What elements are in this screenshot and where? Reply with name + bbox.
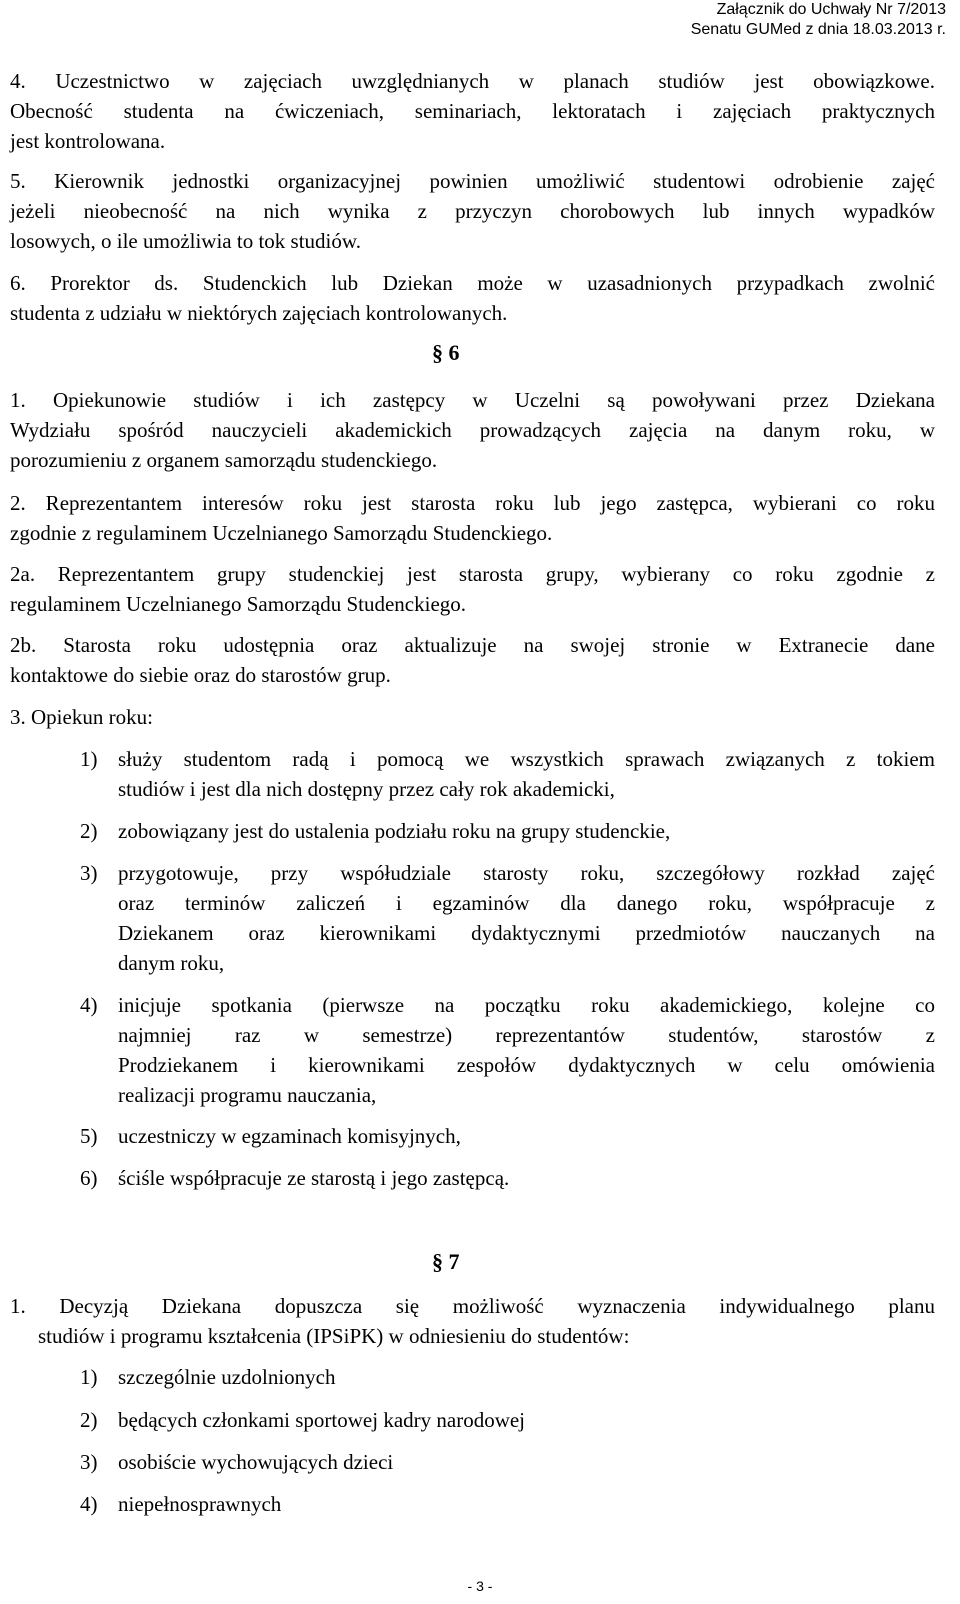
paragraph-line: 2. Reprezentantem interesów roku jest starosta roku lub jego zastępca, wybierani co roku bbox=[10, 491, 935, 515]
paragraph-line: losowych, o ile umożliwia to tok studiów. bbox=[10, 229, 361, 253]
paragraph-4 bbox=[10, 66, 935, 156]
list-item bbox=[118, 990, 935, 1110]
paragraph-line: 1. Opiekunowie studiów i ich zastępcy w Uczelni są powoływani przez Dziekana bbox=[10, 388, 935, 412]
paragraph-line: 1. Decyzją Dziekana dopuszcza się możliwość wyznaczenia indywidualnego planu bbox=[10, 1294, 935, 1318]
paragraph-line: studiów i programu kształcenia (IPSiPK) w odniesieniu do studentów: bbox=[38, 1324, 630, 1348]
paragraph-line: jest kontrolowana. bbox=[10, 129, 166, 153]
paragraph-line: zgodnie z regulaminem Uczelnianego Samorządu Studenckiego. bbox=[10, 521, 553, 545]
paragraph-line: jeżeli nieobecność na nich wynika z przyczyn chorobowych lub innych wypadków bbox=[10, 199, 935, 223]
list-item-line: Prodziekanem i kierownikami zespołów dydaktycznych w celu omówienia bbox=[118, 1053, 935, 1077]
paragraph-line: regulaminem Uczelnianego Samorządu Studenckiego. bbox=[10, 592, 467, 616]
header-attachment-line: Załącznik do Uchwały Nr 7/2013 bbox=[716, 1, 946, 18]
paragraph-line: 3. Opiekun roku: bbox=[10, 705, 153, 729]
section-6-paragraph-1 bbox=[10, 385, 935, 475]
paragraph-line: kontaktowe do siebie oraz do starostów grup. bbox=[10, 663, 391, 687]
paragraph-6 bbox=[10, 268, 935, 328]
list-item-line: danym roku, bbox=[118, 951, 225, 975]
list-item: niepełnosprawnych bbox=[118, 1492, 282, 1516]
list-item-number: 2) bbox=[80, 819, 98, 843]
section-6-paragraph-2b bbox=[10, 630, 935, 690]
list-item-number: 2) bbox=[80, 1408, 98, 1432]
page-number: - 3 - bbox=[467, 1578, 493, 1594]
list-item-line: ściśle współpracuje ze starostą i jego zastępcą. bbox=[118, 1166, 510, 1190]
list-item-line: przygotowuje, przy współudziale starosty roku, szczegółowy rozkład zajęć bbox=[118, 861, 935, 885]
header-senate-line: Senatu GUMed z dnia 18.03.2013 r. bbox=[690, 21, 946, 38]
paragraph-line: 2a. Reprezentantem grupy studenckiej jest starosta grupy, wybierany co roku zgodnie z bbox=[10, 562, 935, 586]
section-6-paragraph-3 bbox=[10, 702, 935, 732]
document-header bbox=[691, 0, 946, 40]
list-item bbox=[118, 1163, 935, 1193]
list-item-line: służy studentom radą i pomocą we wszystkich sprawach związanych z tokiem bbox=[118, 747, 935, 771]
section-6-paragraph-2 bbox=[10, 488, 935, 548]
section-7-heading: § 7 bbox=[432, 1249, 460, 1274]
list-item-number: 3) bbox=[80, 1450, 98, 1474]
list-item-line: inicjuje spotkania (pierwsze na początku roku akademickiego, kolejne co bbox=[118, 993, 935, 1017]
paragraph-line: 2b. Starosta roku udostępnia oraz aktualizuje na swojej stronie w Extranecie dane bbox=[10, 633, 935, 657]
paragraph-line: 4. Uczestnictwo w zajęciach uwzględnianych w planach studiów jest obowiązkowe. bbox=[10, 69, 935, 93]
paragraph-line: porozumieniu z organem samorządu studenckiego. bbox=[10, 448, 438, 472]
list-item-number: 4) bbox=[80, 993, 98, 1017]
section-6-paragraph-2a bbox=[10, 559, 935, 619]
list-item-number: 1) bbox=[80, 747, 98, 771]
list-item-line: studiów i jest dla nich dostępny przez cały rok akademicki, bbox=[118, 777, 615, 801]
list-item bbox=[118, 858, 935, 978]
list-item-number: 3) bbox=[80, 861, 98, 885]
list-item-number: 5) bbox=[80, 1124, 98, 1148]
paragraph-line: Obecność studenta na ćwiczeniach, seminariach, lektoratach i zajęciach praktycznych bbox=[10, 99, 935, 123]
list-item-line: zobowiązany jest do ustalenia podziału roku na grupy studenckie, bbox=[118, 819, 671, 843]
paragraph-line: studenta z udziału w niektórych zajęciach kontrolowanych. bbox=[10, 301, 508, 325]
list-item-number: 6) bbox=[80, 1166, 98, 1190]
paragraph-line: 5. Kierownik jednostki organizacyjnej powinien umożliwić studentowi odrobienie zajęć bbox=[10, 169, 935, 193]
list-item-line: oraz terminów zaliczeń i egzaminów dla danego roku, współpracuje z bbox=[118, 891, 935, 915]
list-item: osobiście wychowujących dzieci bbox=[118, 1450, 394, 1474]
list-item bbox=[118, 816, 935, 846]
list-item: będących członkami sportowej kadry narodowej bbox=[118, 1408, 526, 1432]
list-item-line: najmniej raz w semestrze) reprezentantów studentów, starostów z bbox=[118, 1023, 935, 1047]
paragraph-line: Wydziału spośród nauczycieli akademickich prowadzących zajęcia na danym roku, w bbox=[10, 418, 935, 442]
list-item-line: realizacji programu nauczania, bbox=[118, 1083, 377, 1107]
list-item bbox=[118, 744, 935, 804]
paragraph-5 bbox=[10, 166, 935, 256]
list-item bbox=[118, 1121, 935, 1151]
list-item-line: Dziekanem oraz kierownikami dydaktycznymi przedmiotów nauczanych na bbox=[118, 921, 935, 945]
section-7-paragraph-1 bbox=[10, 1291, 935, 1351]
list-item: szczególnie uzdolnionych bbox=[118, 1365, 336, 1389]
list-item-number: 4) bbox=[80, 1492, 98, 1516]
section-6-heading: § 6 bbox=[432, 340, 460, 365]
paragraph-line: 6. Prorektor ds. Studenckich lub Dziekan może w uzasadnionych przypadkach zwolnić bbox=[10, 271, 935, 295]
list-item-line: uczestniczy w egzaminach komisyjnych, bbox=[118, 1124, 461, 1148]
list-item-number: 1) bbox=[80, 1365, 98, 1389]
